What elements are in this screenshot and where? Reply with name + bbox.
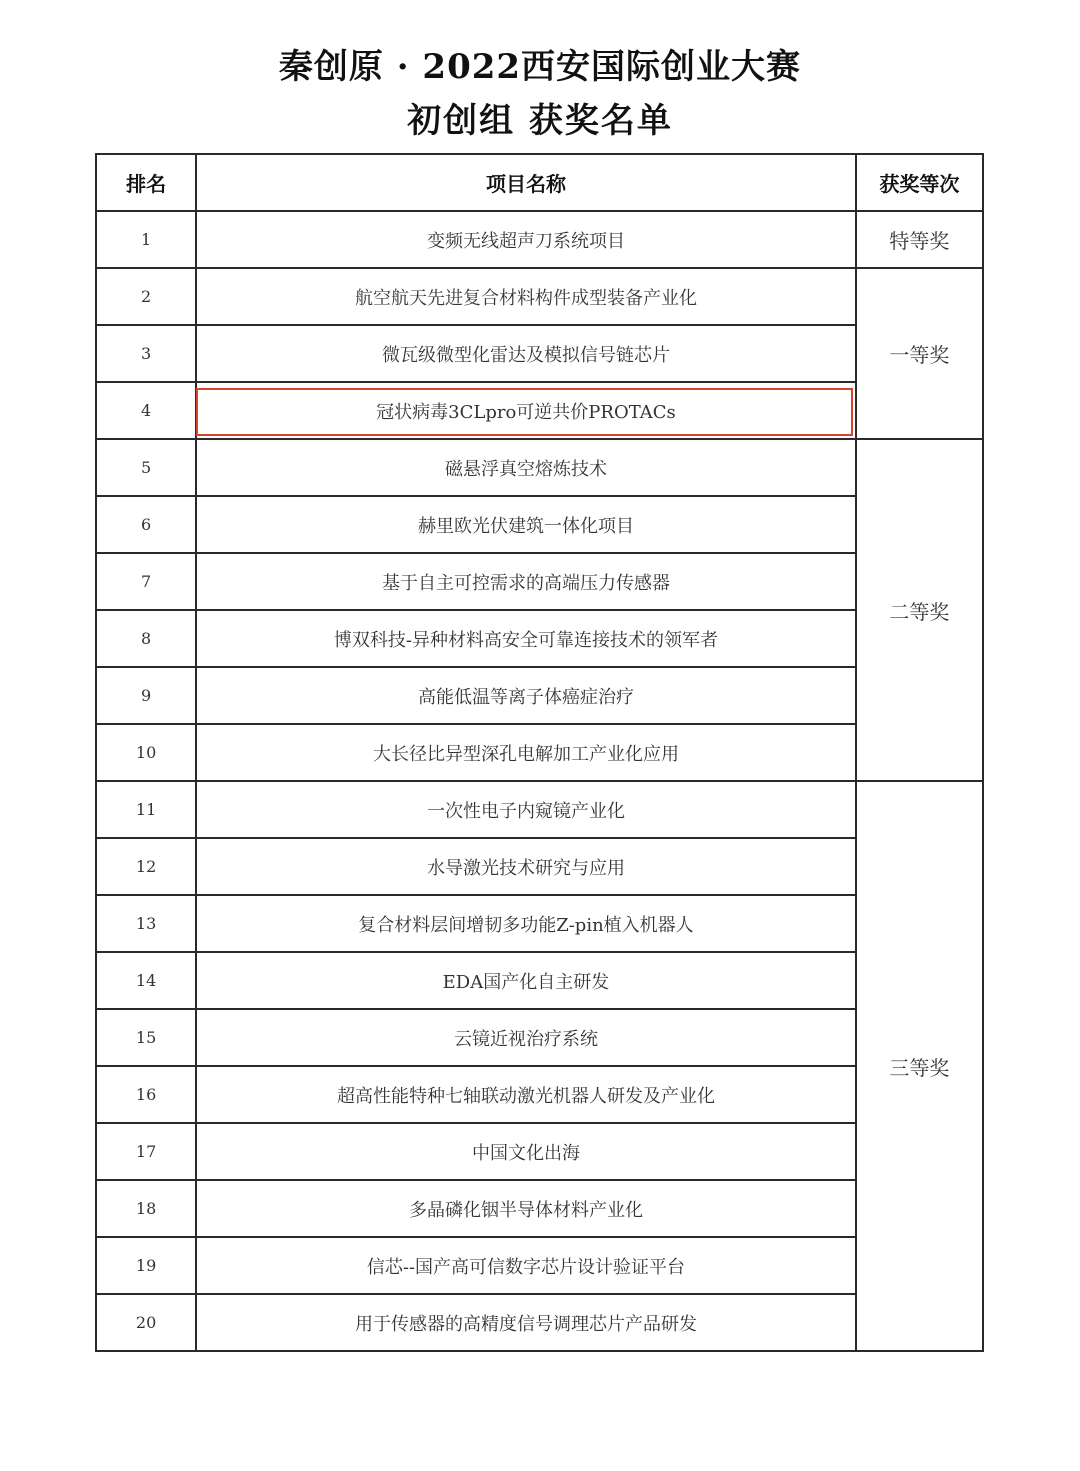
project-name-cell [196,553,855,610]
rank-cell: 4 [96,382,196,439]
rank-cell: 20 [96,1294,196,1351]
project-name-cell [196,610,855,667]
project-name-cell [196,1066,855,1123]
rank-cell: 18 [96,1180,196,1237]
header-rank: 排名 [96,154,196,211]
project-name: 云镜近视治疗系统 [453,1028,598,1050]
project-name: 赫里欧光伏建筑一体化项目 [417,515,634,537]
award-level-cell: 二等奖 [856,439,983,781]
project-name-cell [196,439,855,496]
table-row [96,667,983,724]
table-row [96,211,983,268]
project-name-cell [196,325,855,382]
rank-cell: 14 [96,952,196,1009]
project-name: 高能低温等离子体癌症治疗 [417,686,634,708]
project-name-cell [196,1237,855,1294]
rank-cell: 10 [96,724,196,781]
rank-cell: 6 [96,496,196,553]
table-row [96,382,983,439]
rank-cell: 8 [96,610,196,667]
project-name: 大长径比异型深孔电解加工产业化应用 [372,743,679,765]
table-body [96,211,983,1351]
project-name: EDA国产化自主研发 [442,971,610,993]
project-name-cell [196,838,855,895]
project-name-cell [196,268,855,325]
rank-cell: 12 [96,838,196,895]
document-title [0,40,1080,148]
project-name-cell [196,1180,855,1237]
rank-cell: 16 [96,1066,196,1123]
project-name: 磁悬浮真空熔炼技术 [444,458,607,480]
project-name-cell [196,895,855,952]
project-name: 冠状病毒3CLpro可逆共价PROTACs [376,401,676,423]
table-row [96,496,983,553]
award-level-cell: 特等奖 [856,211,983,268]
table-row [96,439,983,496]
title-line-2: 初创组 获奖名单 [407,101,673,141]
rank-cell: 5 [96,439,196,496]
table-row [96,553,983,610]
project-name-cell [196,667,855,724]
rank-cell: 11 [96,781,196,838]
rank-cell: 15 [96,1009,196,1066]
project-name-cell [196,211,855,268]
project-name: 水导激光技术研究与应用 [426,857,625,879]
project-name: 中国文化出海 [471,1142,580,1164]
award-table [95,153,984,1352]
table-row [96,838,983,895]
project-name: 信芯--国产高可信数字芯片设计验证平台 [366,1256,686,1278]
table-row [96,1123,983,1180]
project-name: 变频无线超声刀系统项目 [426,230,625,252]
header-project-name: 项目名称 [196,154,855,211]
table-row [96,952,983,1009]
table-row [96,1294,983,1351]
table-row [96,610,983,667]
table-row [96,1180,983,1237]
project-name: 基于自主可控需求的高端压力传感器 [381,572,670,594]
rank-cell: 9 [96,667,196,724]
project-name-cell [196,724,855,781]
table-row [96,1066,983,1123]
project-name-cell [196,382,855,439]
table-row [96,781,983,838]
project-name: 一次性电子内窥镜产业化 [426,800,625,822]
project-name-cell [196,952,855,1009]
award-level-cell: 三等奖 [856,781,983,1351]
project-name: 航空航天先进复合材料构件成型装备产业化 [354,287,697,309]
project-name: 微瓦级微型化雷达及模拟信号链芯片 [381,344,670,366]
project-name-cell [196,1294,855,1351]
table-row [96,724,983,781]
table-row [96,325,983,382]
table-row [96,1237,983,1294]
award-level-cell: 一等奖 [856,268,983,439]
project-name: 复合材料层间增韧多功能Z-pin植入机器人 [358,914,694,936]
title-line-1: 秦创原 · 2022西安国际创业大赛 [278,47,802,87]
rank-cell: 19 [96,1237,196,1294]
project-name-cell [196,1009,855,1066]
project-name: 超高性能特种七轴联动激光机器人研发及产业化 [336,1085,715,1107]
project-name: 多晶磷化铟半导体材料产业化 [408,1199,643,1221]
rank-cell: 3 [96,325,196,382]
table-row [96,268,983,325]
rank-cell: 7 [96,553,196,610]
rank-cell: 2 [96,268,196,325]
table-header-row [96,154,983,211]
table-row [96,895,983,952]
rank-cell: 17 [96,1123,196,1180]
rank-cell: 1 [96,211,196,268]
rank-cell: 13 [96,895,196,952]
project-name-cell [196,496,855,553]
project-name: 用于传感器的高精度信号调理芯片产品研发 [354,1313,697,1335]
table-row [96,1009,983,1066]
project-name-cell [196,1123,855,1180]
project-name: 博双科技-异种材料高安全可靠连接技术的领军者 [333,629,718,651]
project-name-cell [196,781,855,838]
header-award-level: 获奖等次 [856,154,983,211]
